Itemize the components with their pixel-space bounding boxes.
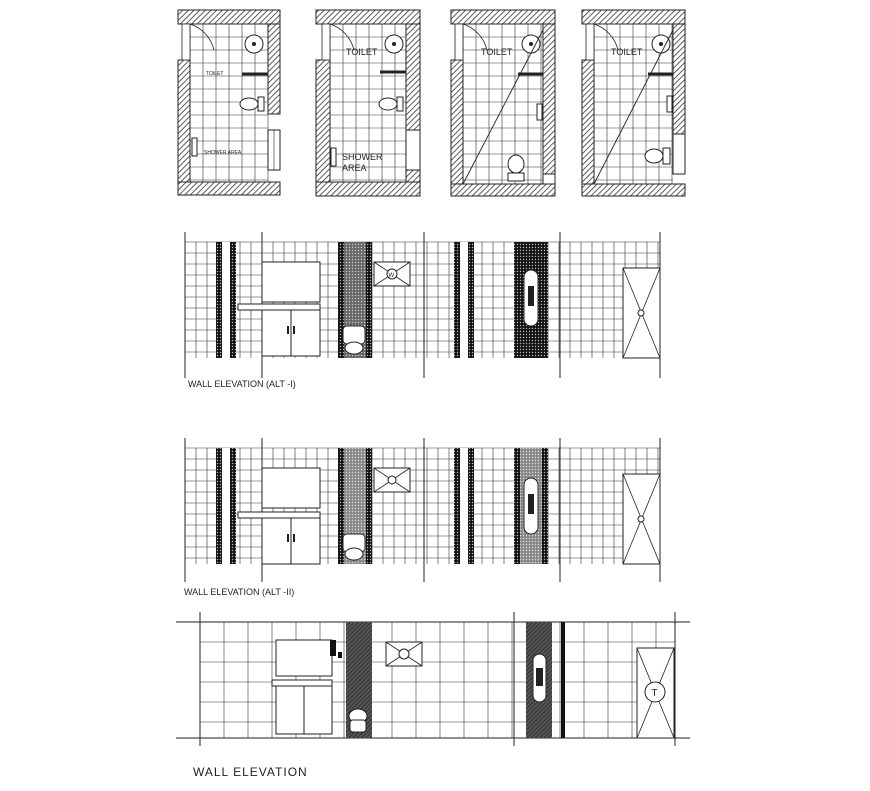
- wall-tile-grid: [185, 448, 660, 564]
- wall-tile-grid: [200, 622, 675, 738]
- elevation-2-title: WALL ELEVATION (ALT -II): [184, 587, 295, 597]
- floor-plan-3: [451, 10, 555, 196]
- plan-3-toilet-label: TOILET: [481, 47, 513, 57]
- plan-1-toilet-label: TOILET: [206, 71, 224, 77]
- elevation-3-title: WALL ELEVATION: [193, 765, 308, 779]
- wall-elevation-main: [176, 612, 690, 779]
- floor-plan-2: [316, 10, 420, 196]
- plan-1-shower-label: SHOWER AREA: [204, 150, 242, 156]
- tile-lines: [185, 448, 660, 564]
- shower-mark: T: [651, 688, 658, 699]
- wall-elevation-alt-2: [184, 438, 660, 597]
- wall-elevation-alt-1: [185, 232, 660, 389]
- plan-2-area-label: AREA: [342, 163, 367, 173]
- plan-2-toilet-label: TOILET: [346, 47, 378, 57]
- plan-4-toilet-label: TOILET: [611, 47, 643, 57]
- tile-lines: [200, 622, 675, 738]
- floor-plan-4: [582, 10, 685, 196]
- elevation-1-title: WALL ELEVATION (ALT -I): [188, 379, 296, 389]
- wall-tile-grid: [185, 242, 660, 358]
- plan-2-shower-label: SHOWER: [342, 152, 383, 162]
- floor-plan-1: [178, 10, 280, 195]
- washbasin-mark: W: [388, 273, 395, 279]
- tile-lines: [185, 242, 660, 358]
